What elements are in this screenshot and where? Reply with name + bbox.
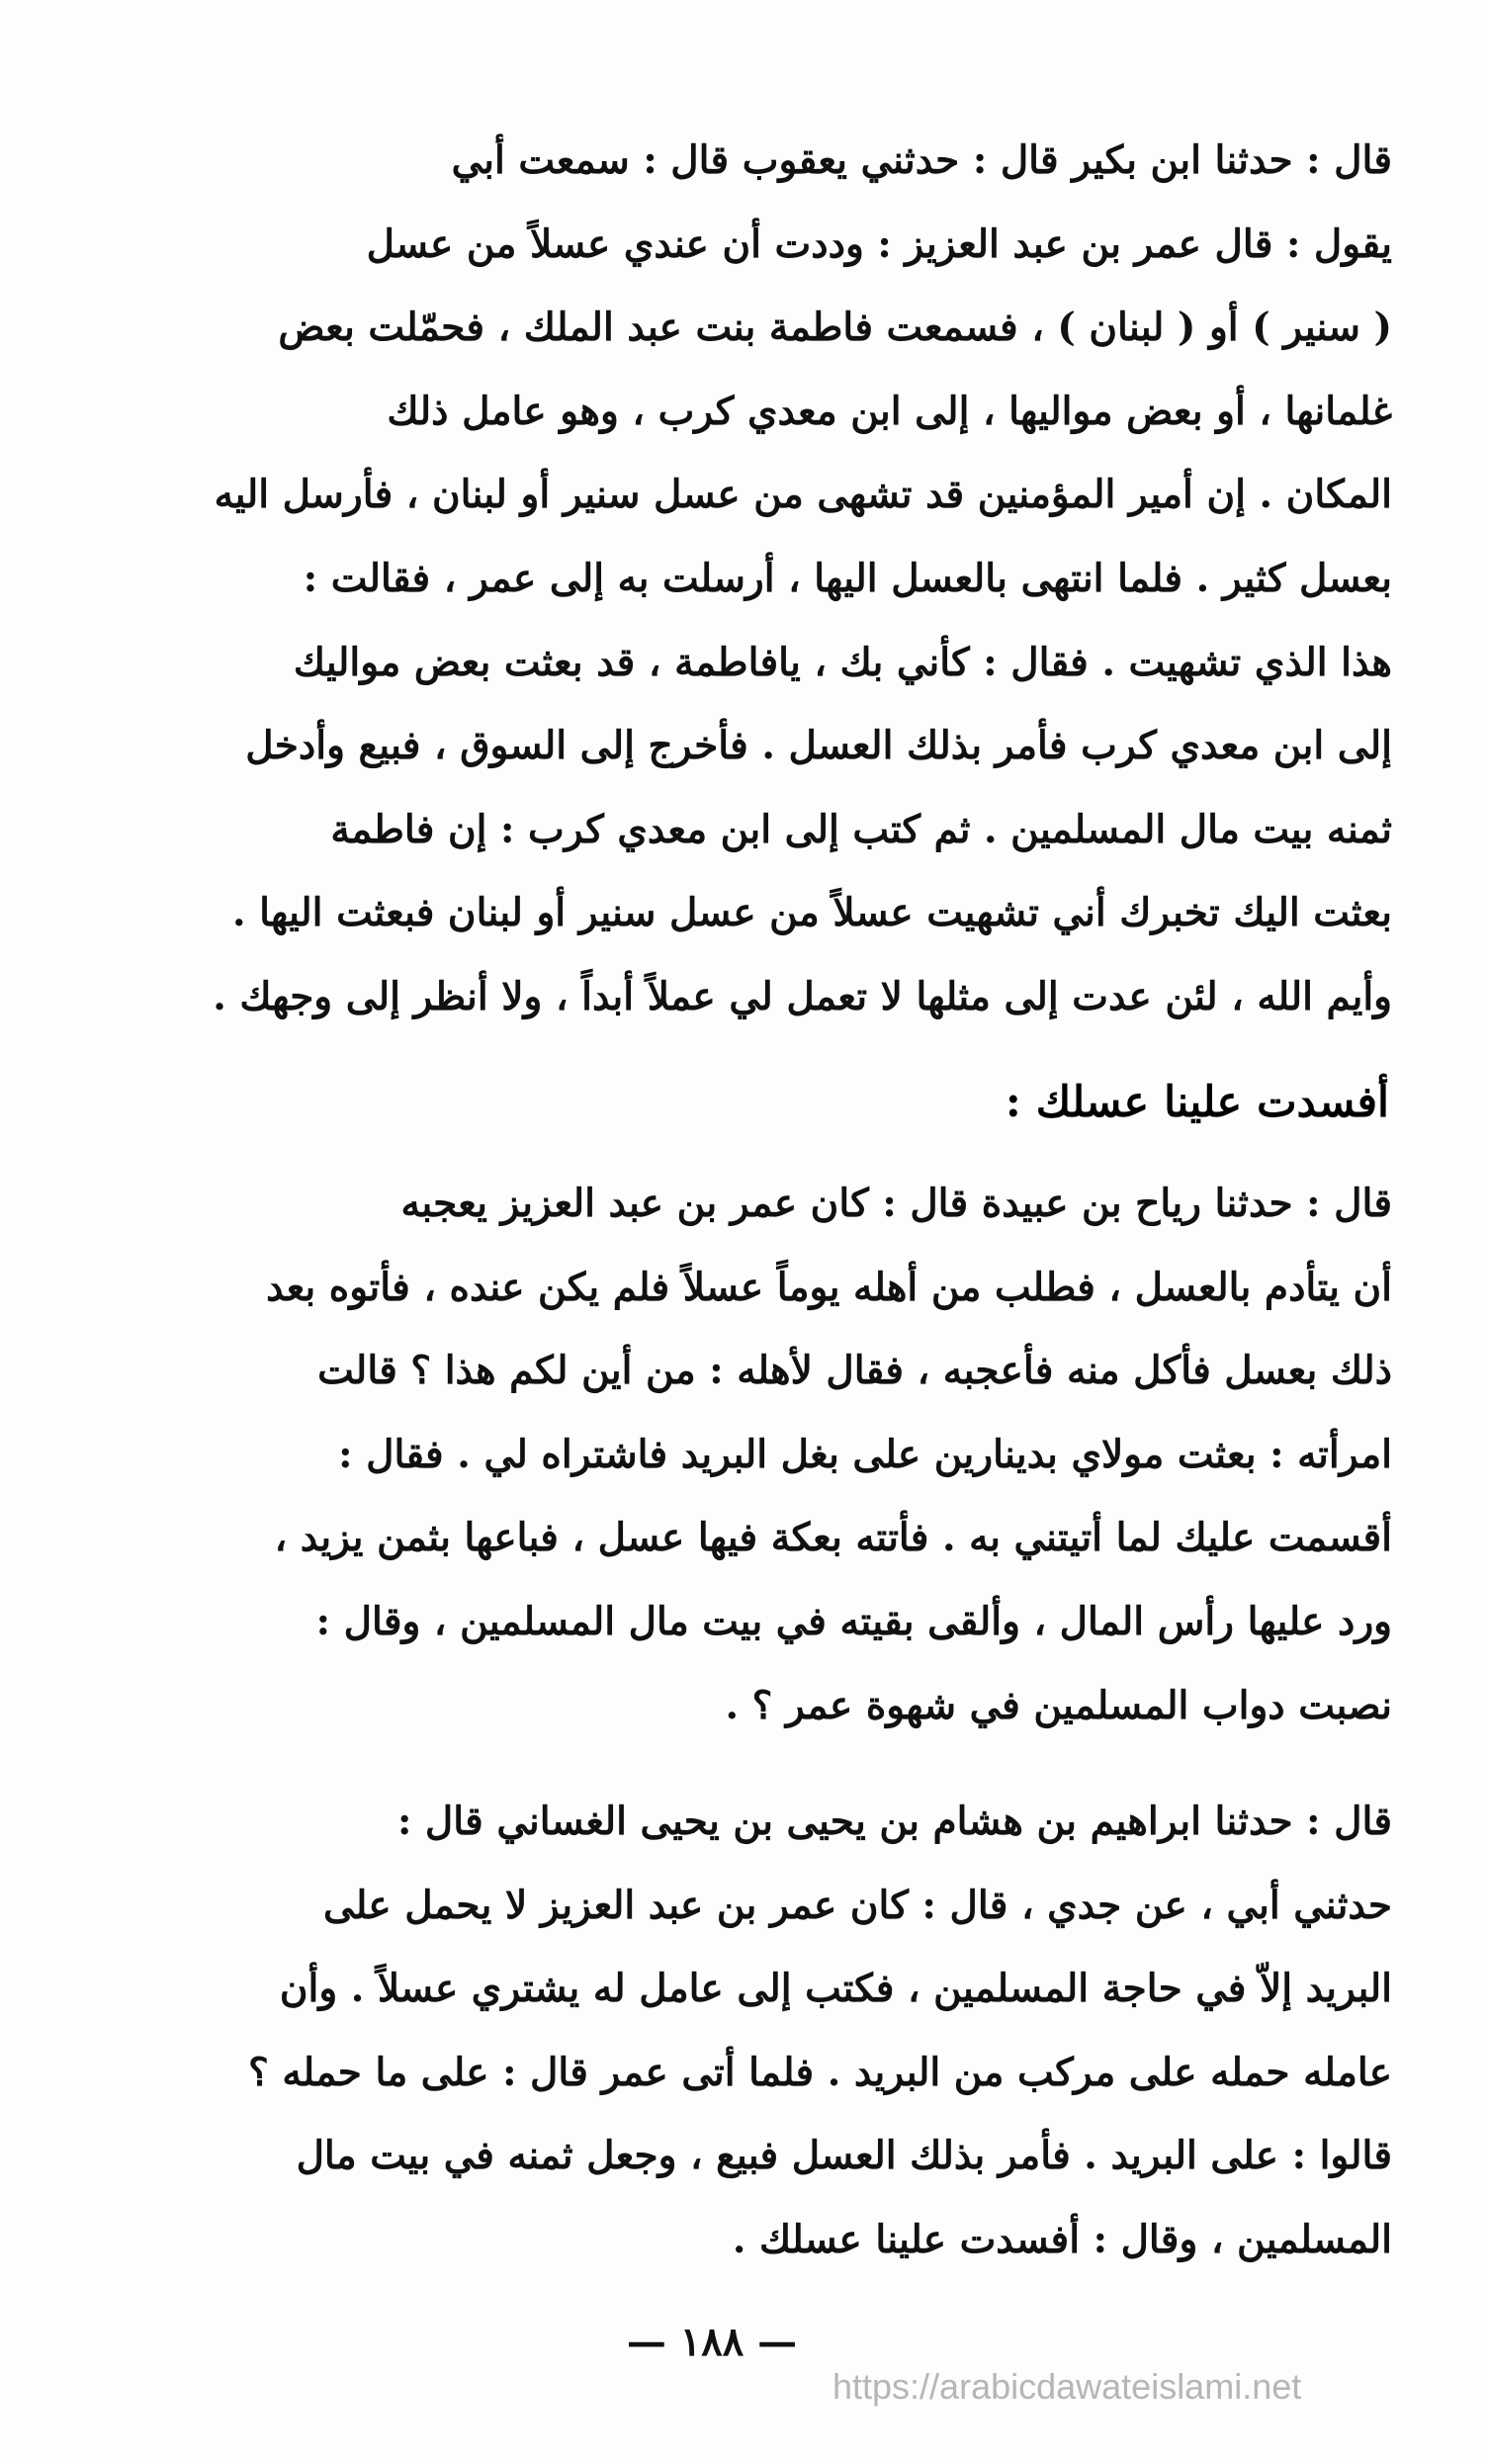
paragraph-2 — [67, 1162, 1392, 1747]
page-number: — ١٨٨ — — [626, 2319, 798, 2365]
text-line: إلى ابن معدي كرب فأمر بذلك العسل . فأخرج إلى السوق ، فبيع وأدخل — [245, 723, 1392, 769]
text-line: قال : حدثنا ابن بكير قال : حدثني يعقوب قال : سمعت أبي — [451, 137, 1392, 183]
text-line: غلمانها ، أو بعض مواليها ، إلى ابن معدي كرب ، وهو عامل ذلك — [387, 388, 1392, 434]
text-line: هذا الذي تشهيت . فقال : كأني بك ، يافاطمة ، قد بعثت بعض مواليك — [293, 639, 1392, 685]
paragraph-1 — [67, 119, 1392, 1039]
text-line: بعسل كثير . فلما انتهى بالعسل اليها ، أرسلت به إلى عمر ، فقالت : — [303, 555, 1392, 601]
text-line: أن يتأدم بالعسل ، فطلب من أهله يوماً عسلاً فلم يكن عنده ، فأتوه بعد — [266, 1264, 1392, 1310]
text-line: قالوا : على البريد . فأمر بذلك العسل فبيع ، وجعل ثمنه في بيت مال — [296, 2133, 1392, 2179]
text-line: ثمنه بيت مال المسلمين . ثم كتب إلى ابن معدي كرب : إن فاطمة — [330, 806, 1392, 852]
text-line: بعثت اليك تخبرك أني تشهيت عسلاً من عسل سنير أو لبنان فبعثت اليها . — [231, 890, 1392, 936]
text-line: وأيم الله ، لئن عدت إلى مثلها لا تعمل لي عملاً أبداً ، ولا أنظر إلى وجهك . — [213, 973, 1392, 1019]
text-line: ورد عليها رأس المال ، وألقى بقيته في بيت مال المسلمين ، وقال : — [315, 1598, 1392, 1644]
text-line: ذلك بعسل فأكل منه فأعجبه ، فقال لأهله : من أين لكم هذا ؟ قالت — [317, 1348, 1392, 1394]
text-line: قال : حدثنا رياح بن عبيدة قال : كان عمر بن عبد العزيز يعجبه — [400, 1181, 1392, 1226]
paragraph-3 — [67, 1780, 1392, 2282]
text-line: أقسمت عليك لما أتيتني به . فأتته بعكة فيها عسل ، فباعها بثمن يزيد ، — [274, 1515, 1392, 1561]
section-heading: أفسدت علينا عسلك : — [1005, 1078, 1389, 1127]
text-line: ( سنير ) أو ( لبنان ) ، فسمعت فاطمة بنت عبد الملك ، فحمّلت بعض — [278, 305, 1392, 351]
text-line: نصبت دواب المسلمين في شهوة عمر ؟ . — [725, 1682, 1392, 1728]
text-line: يقول : قال عمر بن عبد العزيز : وددت أن عندي عسلاً من عسل — [366, 220, 1392, 267]
text-line: حدثني أبي ، عن جدي ، قال : كان عمر بن عبد العزيز لا يحمل على — [322, 1882, 1392, 1928]
text-line: المكان . إن أمير المؤمنين قد تشهى من عسل سنير أو لبنان ، فأرسل اليه — [214, 472, 1392, 518]
text-line: المسلمين ، وقال : أفسدت علينا عسلك . — [732, 2216, 1392, 2262]
text-line: عامله حمله على مركب من البريد . فلما أتى عمر قال : على ما حمله ؟ — [248, 2049, 1392, 2095]
text-line: قال : حدثنا ابراهيم بن هشام بن يحيى بن يحيى الغساني قال : — [396, 1799, 1392, 1844]
text-line: البريد إلاّ في حاجة المسلمين ، فكتب إلى عامل له يشتري عسلاً . وأن — [279, 1966, 1392, 2012]
watermark-url: https://arabicdawateislami.net — [832, 2366, 1302, 2407]
text-line: امرأته : بعثت مولاي بدينارين على بغل البريد فاشتراه لي . فقال : — [338, 1431, 1392, 1477]
